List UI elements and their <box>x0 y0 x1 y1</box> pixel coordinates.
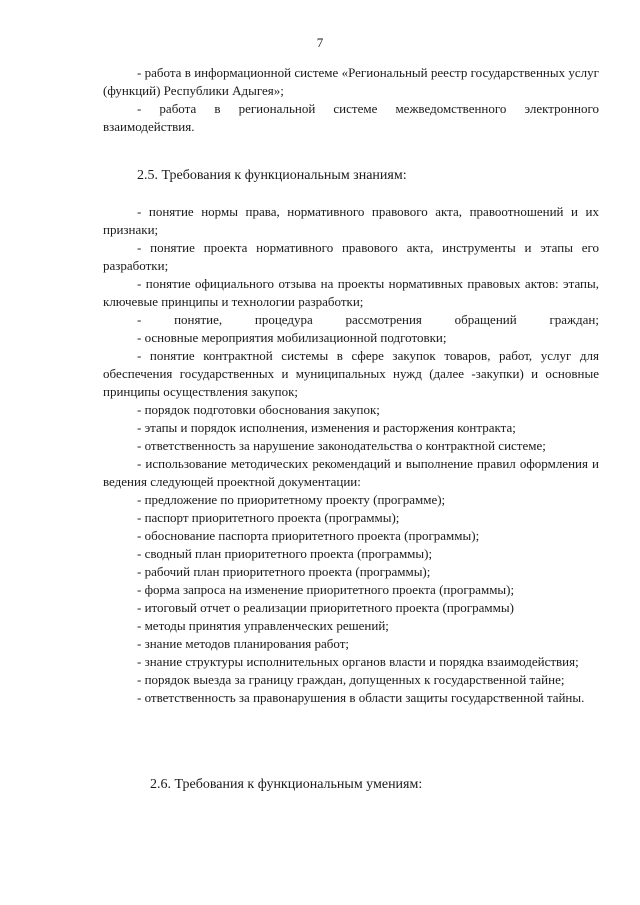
list-item: - работа в региональной системе межведомственного электронного взаимодействия. <box>103 101 599 134</box>
list-item: - понятие официального отзыва на проекты нормативных правовых актов: этапы, ключевые принципы и технологии разработки; <box>103 276 599 309</box>
list-item: - предложение по приоритетному проекту (программе); <box>137 492 446 507</box>
section-2-6-heading: 2.6. Требования к функциональным умениям: <box>150 777 423 792</box>
page-number: 7 <box>316 35 324 50</box>
list-item: - понятие проекта нормативного правового акта, инструменты и этапы его разработки; <box>103 240 599 273</box>
list-item: - форма запроса на изменение приоритетного проекта (программы); <box>137 582 515 597</box>
section-2-5-heading: 2.5. Требования к функциональным знаниям: <box>137 168 407 183</box>
list-item: - сводный план приоритетного проекта (программы); <box>137 546 433 561</box>
list-item: - работа в информационной системе «Региональный реестр государственных услуг (функций) Республики Адыгея»; <box>103 65 599 98</box>
top-list <box>103 64 599 136</box>
list-item: - этапы и порядок исполнения, изменения и расторжения контракта; <box>137 420 516 435</box>
list-item: - паспорт приоритетного проекта (программы); <box>137 510 400 525</box>
list-item: - обоснование паспорта приоритетного проекта (программы); <box>137 528 480 543</box>
list-item: - рабочий план приоритетного проекта (программы); <box>137 564 431 579</box>
list-item: - итоговый отчет о реализации приоритетного проекта (программы) <box>137 600 514 615</box>
list-item: - использование методических рекомендаций и выполнение правил оформления и ведения следующей проектной документации: <box>103 456 599 489</box>
list-item: - методы принятия управленческих решений; <box>137 618 389 633</box>
list-item: - ответственность за правонарушения в области защиты государственной тайны. <box>137 690 585 705</box>
list-item: - основные мероприятия мобилизационной подготовки; <box>137 330 447 345</box>
list-item: - знание структуры исполнительных органов власти и порядка взаимодействия; <box>137 654 579 669</box>
list-item: - порядок выезда за границу граждан, допущенных к государственной тайне; <box>137 672 565 687</box>
list-item: - ответственность за нарушение законодательства о контрактной системе; <box>137 438 546 453</box>
list-item: - понятие нормы права, нормативного правового акта, правоотношений и их признаки; <box>103 204 599 237</box>
list-item: - порядок подготовки обоснования закупок; <box>137 402 380 417</box>
knowledge-list <box>103 203 599 707</box>
list-item: - понятие контрактной системы в сфере закупок товаров, работ, услуг для обеспечения государственных и муниципальных нужд (далее -закупки) и основные принципы осуществления закупок; <box>103 348 599 399</box>
list-item: - знание методов планирования работ; <box>137 636 350 651</box>
list-item: - понятие, процедура рассмотрения обращений граждан; <box>137 312 599 327</box>
